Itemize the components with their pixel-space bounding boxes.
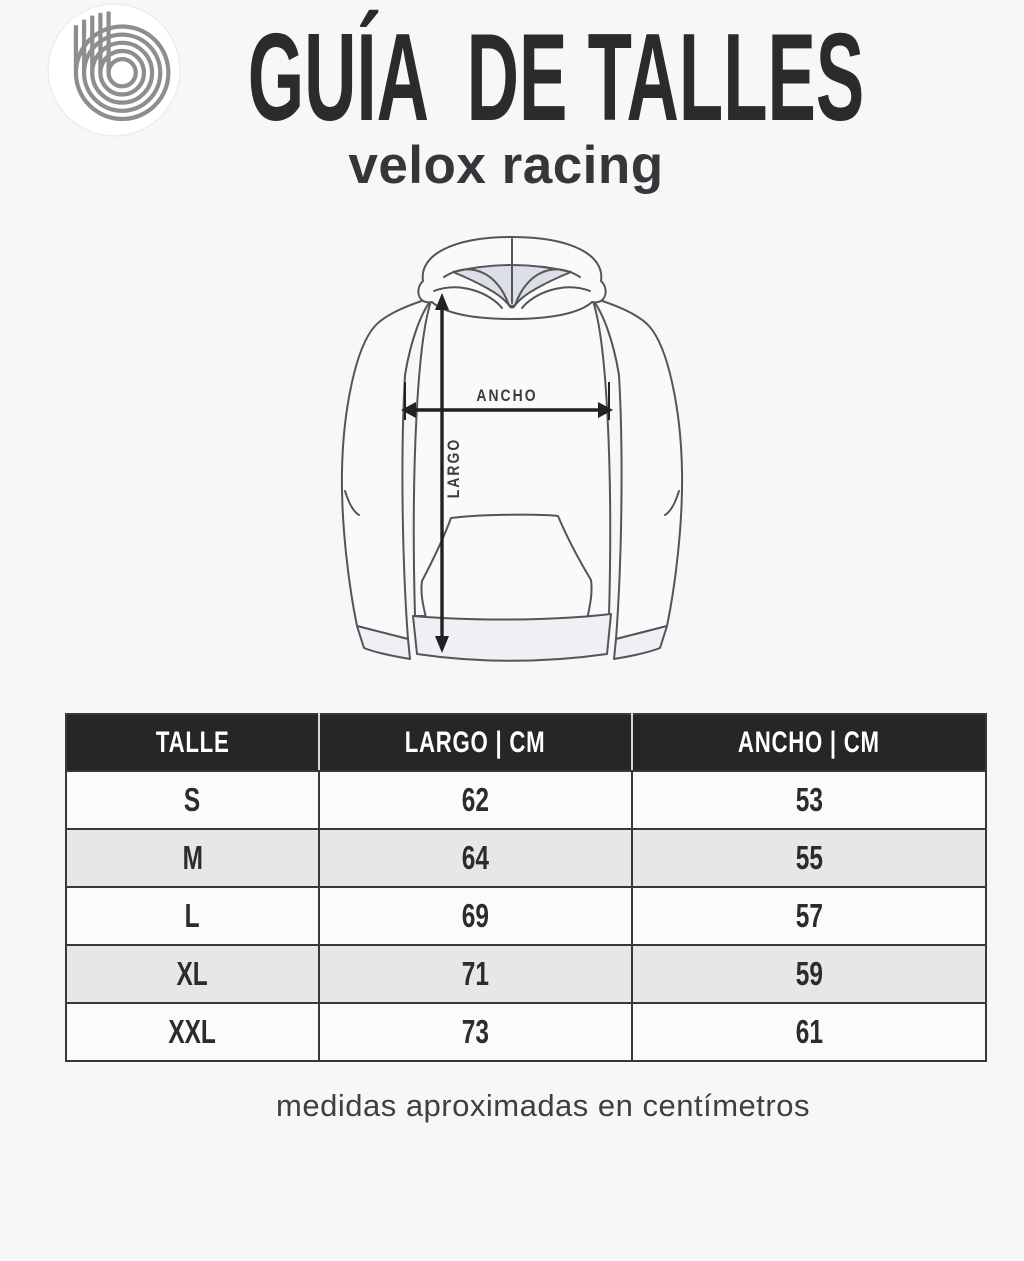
table-header-row (66, 714, 986, 771)
cell-largo: 62 (319, 771, 632, 829)
table-row-xxl (66, 1003, 986, 1061)
cell-ancho: 53 (632, 771, 986, 829)
page-title: GUÍA DE TALLES (247, 9, 865, 147)
cell-talle: XL (66, 945, 319, 1003)
ancho-label: ANCHO (476, 386, 538, 406)
table-row-l (66, 887, 986, 945)
col-header-talle: TALLE (66, 714, 319, 771)
hoodie-measurement-diagram (312, 213, 712, 705)
page-title-row (0, 9, 1024, 147)
table-row-s (66, 771, 986, 829)
table-row-xl (66, 945, 986, 1003)
col-header-largo: LARGO | CM (319, 714, 632, 771)
cell-talle: M (66, 829, 319, 887)
cell-largo: 73 (319, 1003, 632, 1061)
largo-label: LARGO (444, 437, 464, 499)
size-table (65, 713, 987, 1062)
cell-ancho: 57 (632, 887, 986, 945)
footer-note: medidas aproximadas en centímetros (276, 1088, 810, 1123)
table-row-m (66, 829, 986, 887)
cell-largo: 71 (319, 945, 632, 1003)
cell-largo: 64 (319, 829, 632, 887)
cell-ancho: 59 (632, 945, 986, 1003)
col-header-ancho: ANCHO | CM (632, 714, 986, 771)
cell-ancho: 61 (632, 1003, 986, 1061)
cell-ancho: 55 (632, 829, 986, 887)
footer-row (0, 1086, 1024, 1126)
brand-subtitle: velox racing (348, 136, 664, 195)
cell-talle: L (66, 887, 319, 945)
page-subtitle-row (0, 138, 1024, 194)
cell-talle: XXL (66, 1003, 319, 1061)
size-table-container (65, 713, 987, 1062)
cell-largo: 69 (319, 887, 632, 945)
cell-talle: S (66, 771, 319, 829)
